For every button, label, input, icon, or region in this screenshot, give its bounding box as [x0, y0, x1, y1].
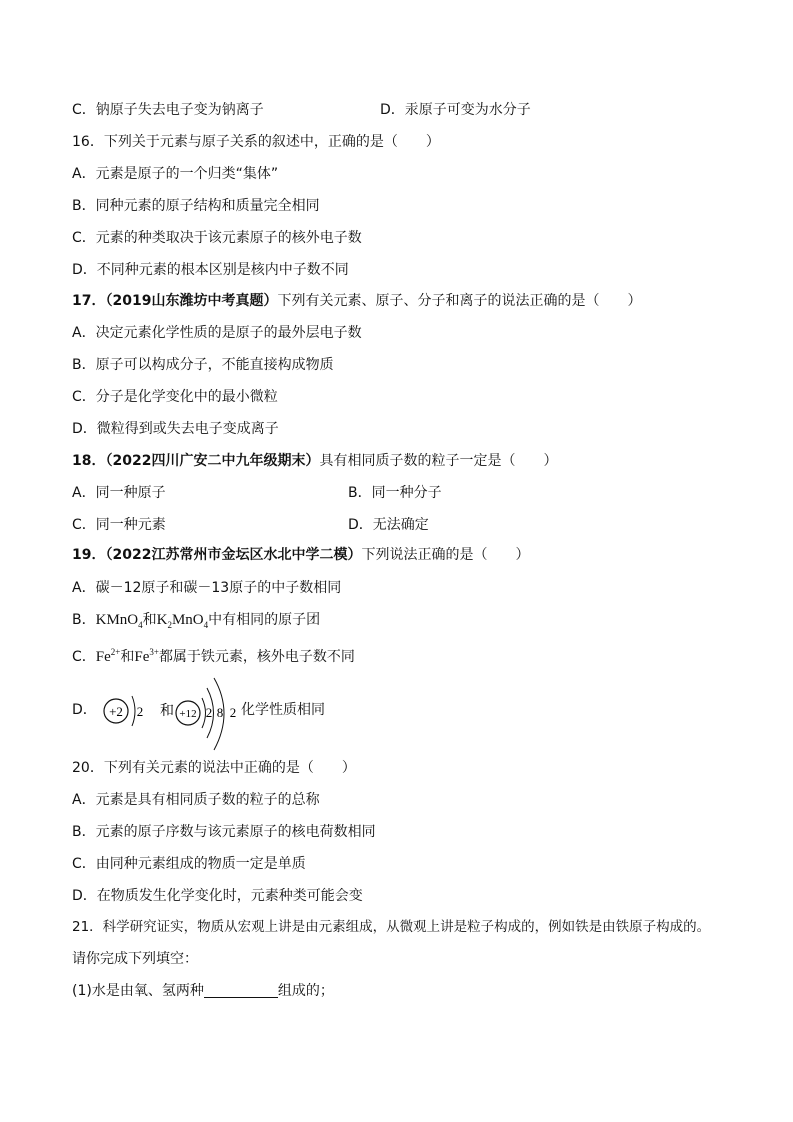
electron-shell-arc: [132, 696, 135, 726]
answer-blank[interactable]: [204, 983, 278, 998]
q18-option-d: D．无法确定: [348, 517, 429, 533]
q17-option-a: A．决定元素化学性质的是原子的最外层电子数: [72, 325, 362, 341]
q16-option-a: A．元素是原子的一个归类“集体”: [72, 166, 279, 182]
ion-fe2: $Fe^{2+}$: [95, 647, 121, 665]
q19-stem: 下列说法正确的是（ ）: [361, 547, 530, 563]
q20-option-d: D．在物质发生化学变化时，元素种类可能会变: [72, 888, 363, 904]
nucleus-charge-2: +12: [179, 708, 197, 720]
shell-electrons-2c: 2: [229, 705, 237, 720]
q17-stem: 下列有关元素、原子、分子和离子的说法正确的是（ ）: [277, 293, 642, 309]
option-letter: B．: [72, 612, 96, 628]
ion-fe3: $Fe^{3+}$: [134, 647, 159, 665]
q19-option-a: A．碳－12原子和碳－13原子的中子数相同: [72, 580, 342, 596]
q21-line2: 请你完成下列填空：: [72, 951, 198, 967]
q18-number: 18．: [72, 453, 106, 469]
q17-number: 17．: [72, 293, 106, 309]
atom-diagram-helium: [104, 696, 143, 726]
q18-option-b: B．同一种分子: [348, 485, 442, 501]
q15-option-d: D．汞原子可变为水分子: [380, 102, 531, 118]
q18-option-a: A．同一种原子: [72, 485, 166, 501]
option-text: 中有相同的原子团: [208, 612, 321, 628]
atom-diagram-magnesium: [176, 678, 236, 750]
q16-option-c: C．元素的种类取决于该元素原子的核外电子数: [72, 230, 362, 246]
connector: 和: [120, 649, 135, 665]
q19-source: （2022江苏常州市金坛区水北中学二模）: [105, 547, 362, 563]
shell-electrons-2a: 2: [205, 705, 213, 720]
option-letter: C．: [72, 649, 96, 665]
nucleus-charge-1: +2: [109, 704, 123, 719]
q21-stem: 21．科学研究证实，物质从宏观上讲是由元素组成，从微观上讲是粒子构成的，例如铁是由铁原子构成的。: [72, 919, 711, 935]
formula-kmno4: KMnO$_4$: [95, 612, 143, 630]
q17-option-c: C．分子是化学变化中的最小微粒: [72, 389, 278, 405]
q16-stem: 16．下列关于元素与原子关系的叙述中，正确的是（ ）: [72, 134, 440, 150]
q17-stem-line: [72, 292, 641, 310]
q20-option-c: C．由同种元素组成的物质一定是单质: [72, 856, 306, 872]
part1-text: (1)水是由氧、氢两种: [72, 983, 204, 999]
q21-part1: [72, 982, 334, 1000]
q19-stem-line: [72, 546, 529, 564]
q17-option-d: D．微粒得到或失去电子变成离子: [72, 421, 279, 437]
q17-source: （2019山东潍坊中考真题）: [105, 293, 278, 309]
part1-text-end: 组成的；: [277, 983, 334, 999]
and-text: 和: [160, 704, 174, 719]
q17-option-b: B．原子可以构成分子，不能直接构成物质: [72, 357, 334, 373]
q19-option-d-letter: D．: [72, 702, 97, 718]
q16-option-b: B．同种元素的原子结构和质量完全相同: [72, 198, 320, 214]
q20-option-a: A．元素是具有相同质子数的粒子的总称: [72, 792, 320, 808]
q19-number: 19．: [72, 547, 106, 563]
q19-option-d-text: 化学性质相同: [241, 702, 325, 718]
q18-stem-line: [72, 452, 557, 470]
q19-option-c: [72, 643, 355, 666]
q18-source: （2022四川广安二中九年级期末）: [105, 453, 320, 469]
q16-option-d: D．不同种元素的根本区别是核内中子数不同: [72, 262, 349, 278]
q19-option-b: [72, 611, 320, 634]
q20-stem: 20．下列有关元素的说法中正确的是（ ）: [72, 760, 356, 776]
shell-electrons-2b: 8: [216, 705, 224, 720]
q20-option-b: B．元素的原子序数与该元素原子的核电荷数相同: [72, 824, 376, 840]
connector: 和: [142, 612, 157, 628]
option-text: 都属于铁元素，核外电子数不同: [158, 649, 355, 665]
q15-option-c: C．钠原子失去电子变为钠离子: [72, 102, 264, 118]
formula-k2mno4: $K_2MnO_4$: [156, 612, 209, 630]
shell-electrons-1a: 2: [136, 704, 144, 719]
q18-stem: 具有相同质子数的粒子一定是（ ）: [319, 453, 558, 469]
q18-option-c: C．同一种元素: [72, 517, 166, 533]
